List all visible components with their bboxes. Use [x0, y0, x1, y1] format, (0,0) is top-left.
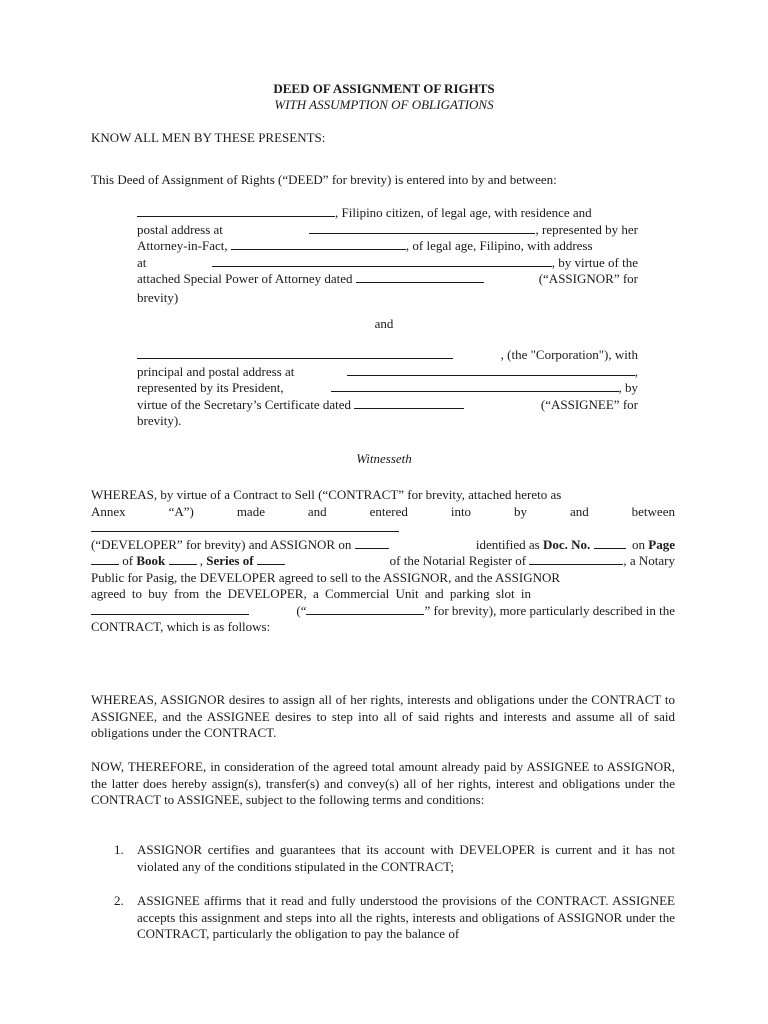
item-1-text: ASSIGNOR certifies and guarantees that its account with DEVELOPER is current and it has not violated any of the conditions stipulated in the CONTRACT; — [137, 842, 675, 874]
annex-word: Annex — [91, 503, 126, 519]
item-2-text: ASSIGNEE affirms that it read and fully understood the provisions of the CONTRACT. ASSIGNEE accepts this assignment and steps into all the rights, interests and obligations of ASSIGNOR under the CONTRACT, particularly the obligation to pay the balance of — [137, 893, 675, 941]
assignee-line-5: brevity). — [137, 413, 182, 428]
blank-field — [231, 238, 406, 250]
intro-paragraph: This Deed of Assignment of Rights (“DEED” for brevity) is entered into by and between: — [91, 172, 557, 187]
blank-field — [331, 380, 619, 392]
document-title: DEED OF ASSIGNMENT OF RIGHTS — [273, 81, 495, 96]
blank-field — [169, 553, 197, 565]
item-2-number: 2. — [114, 893, 124, 908]
assignor-line-6: brevity) — [137, 289, 179, 305]
now-therefore-paragraph: NOW, THEREFORE, in consideration of the agreed total amount already paid by ASSIGNEE to ASSIGNOR, the latter does hereby assign(s), transfer(s) and convey(s) all of her rights, interest and obligations under the CONTRACT to ASSIGNEE, subject to the following terms and conditions: — [91, 759, 675, 807]
assignee-line-2: principal and postal address at , — [137, 363, 638, 379]
assignor-line-1: , Filipino citizen, of legal age, with residence and — [137, 205, 638, 222]
and-connector: and — [374, 316, 394, 331]
assignee-line-1: , (the "Corporation"), with — [137, 347, 638, 364]
assignor-line-5: attached Special Power of Attorney dated (“ASSIGNOR” for — [137, 271, 638, 286]
item-1-number: 1. — [114, 842, 124, 857]
blank-field — [354, 397, 464, 409]
whereas1-line-1: WHEREAS, by virtue of a Contract to Sell (“CONTRACT” for brevity, attached hereto as — [91, 487, 562, 502]
annex-word: and — [569, 503, 589, 519]
annex-word: into — [450, 503, 472, 519]
witnesseth-heading: Witnesseth — [356, 451, 412, 466]
whereas-contract-paragraph — [91, 487, 675, 636]
whereas1-line-9: CONTRACT, which is as follows: — [91, 619, 271, 634]
whereas1-line-6: Public for Pasig, the DEVELOPER agreed to sell to the ASSIGNOR, and the ASSIGNOR — [91, 569, 561, 585]
whereas1-line-5: of Book , Series of of the Notarial Register of , a Notary — [91, 553, 675, 570]
blank-field — [91, 603, 249, 615]
blank-field — [306, 603, 424, 615]
annex-word: entered — [369, 503, 408, 519]
blank-field — [137, 347, 453, 359]
assignor-line-4: at , by virtue of the — [137, 254, 638, 270]
annex-word: by — [514, 503, 527, 519]
annex-word: “A”) — [168, 503, 194, 519]
know-all-line: KNOW ALL MEN BY THESE PRESENTS: — [91, 130, 326, 145]
blank-field — [91, 553, 119, 565]
annex-word: between — [631, 503, 675, 519]
whereas1-line-8: (“ ” for brevity), more particularly described in the — [91, 603, 675, 620]
blank-field — [309, 222, 535, 234]
blank-field — [257, 553, 285, 565]
assignor-block — [137, 205, 638, 306]
assignee-line-3: represented by its President, , by — [137, 380, 638, 395]
whereas1-line-4: (“DEVELOPER” for brevity) and ASSIGNOR on identified as Doc. No. on Page — [91, 536, 675, 552]
assignee-line-4: virtue of the Secretary’s Certificate dated (“ASSIGNEE” for — [137, 396, 638, 412]
document-subtitle: WITH ASSUMPTION OF OBLIGATIONS — [274, 97, 494, 112]
blank-field — [212, 255, 552, 267]
assignor-line-3: Attorney-in-Fact, , of legal age, Filipino, with address — [137, 238, 593, 253]
blank-field — [355, 537, 389, 549]
blank-field — [137, 205, 335, 217]
blank-field — [356, 271, 484, 283]
annex-word: made — [236, 503, 265, 519]
blank-field — [347, 364, 635, 376]
blank-field — [529, 553, 623, 565]
blank-field — [91, 520, 399, 532]
whereas1-line-7: agreed to buy from the DEVELOPER, a Commercial Unit and parking slot in — [91, 586, 531, 601]
whereas-assign-paragraph: WHEREAS, ASSIGNOR desires to assign all of her rights, interests and obligations under the CONTRACT to ASSIGNEE, and the ASSIGNEE desires to step into all of said rights and interests and assume all of said obligations under the CONTRACT. — [91, 692, 675, 740]
assignee-block — [137, 347, 638, 430]
assignor-line-2: postal address at , represented by her — [137, 221, 638, 237]
blank-field — [594, 537, 626, 549]
annex-word: and — [307, 503, 327, 519]
whereas1-line-3 — [91, 520, 675, 537]
whereas1-line-2 — [91, 504, 675, 521]
